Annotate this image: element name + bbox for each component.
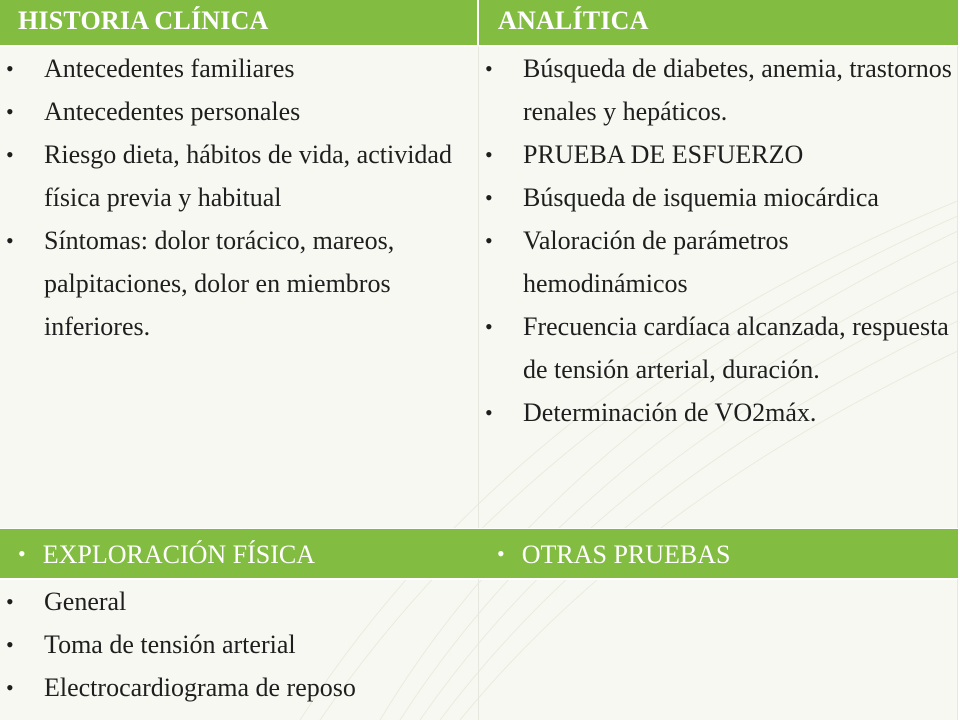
- band-otras-label: OTRAS PRUEBAS: [521, 539, 731, 569]
- list-item: • PRUEBA DE ESFUERZO: [479, 133, 957, 176]
- band-exploracion-fisica: [0, 528, 479, 578]
- list-item: • Valoración de parámetros hemodinámicos: [479, 219, 957, 305]
- list-item: • Búsqueda de isquemia miocárdica: [479, 176, 957, 219]
- header-historia-label: HISTORIA CLÍNICA: [18, 6, 269, 35]
- band-exploracion-label: EXPLORACIÓN FÍSICA: [42, 539, 316, 569]
- list-item: • Toma de tensión arterial: [0, 623, 478, 666]
- list-item: • Riesgo dieta, hábitos de vida, actividad física previa y habitual: [0, 133, 478, 219]
- analitica-list: [479, 47, 957, 434]
- bullet-icon: •: [18, 540, 26, 566]
- historia-clinica-list: [0, 47, 478, 348]
- list-item: • Síntomas: dolor torácico, mareos, palpitaciones, dolor en miembros inferiores.: [0, 219, 478, 348]
- exploracion-fisica-cell: [0, 578, 479, 720]
- list-item: • Determinación de VO2máx.: [479, 391, 957, 434]
- list-item: • Búsqueda de diabetes, anemia, trastornos renales y hepáticos.: [479, 47, 957, 133]
- exploracion-fisica-list: [0, 580, 478, 709]
- list-item: • Electrocardiograma de reposo: [0, 666, 478, 709]
- header-analitica: [479, 0, 958, 45]
- historia-clinica-cell: [0, 45, 479, 528]
- header-analitica-label: ANALÍTICA: [498, 6, 649, 35]
- band-otras-pruebas: [479, 528, 958, 578]
- bullet-icon: •: [497, 540, 505, 566]
- list-item: • General: [0, 580, 478, 623]
- header-historia-clinica: [0, 0, 479, 45]
- otras-pruebas-cell: [479, 578, 958, 720]
- analitica-cell: [479, 45, 958, 528]
- list-item: • Antecedentes personales: [0, 90, 478, 133]
- list-item: • Frecuencia cardíaca alcanzada, respuesta de tensión arterial, duración.: [479, 305, 957, 391]
- list-item: • Antecedentes familiares: [0, 47, 478, 90]
